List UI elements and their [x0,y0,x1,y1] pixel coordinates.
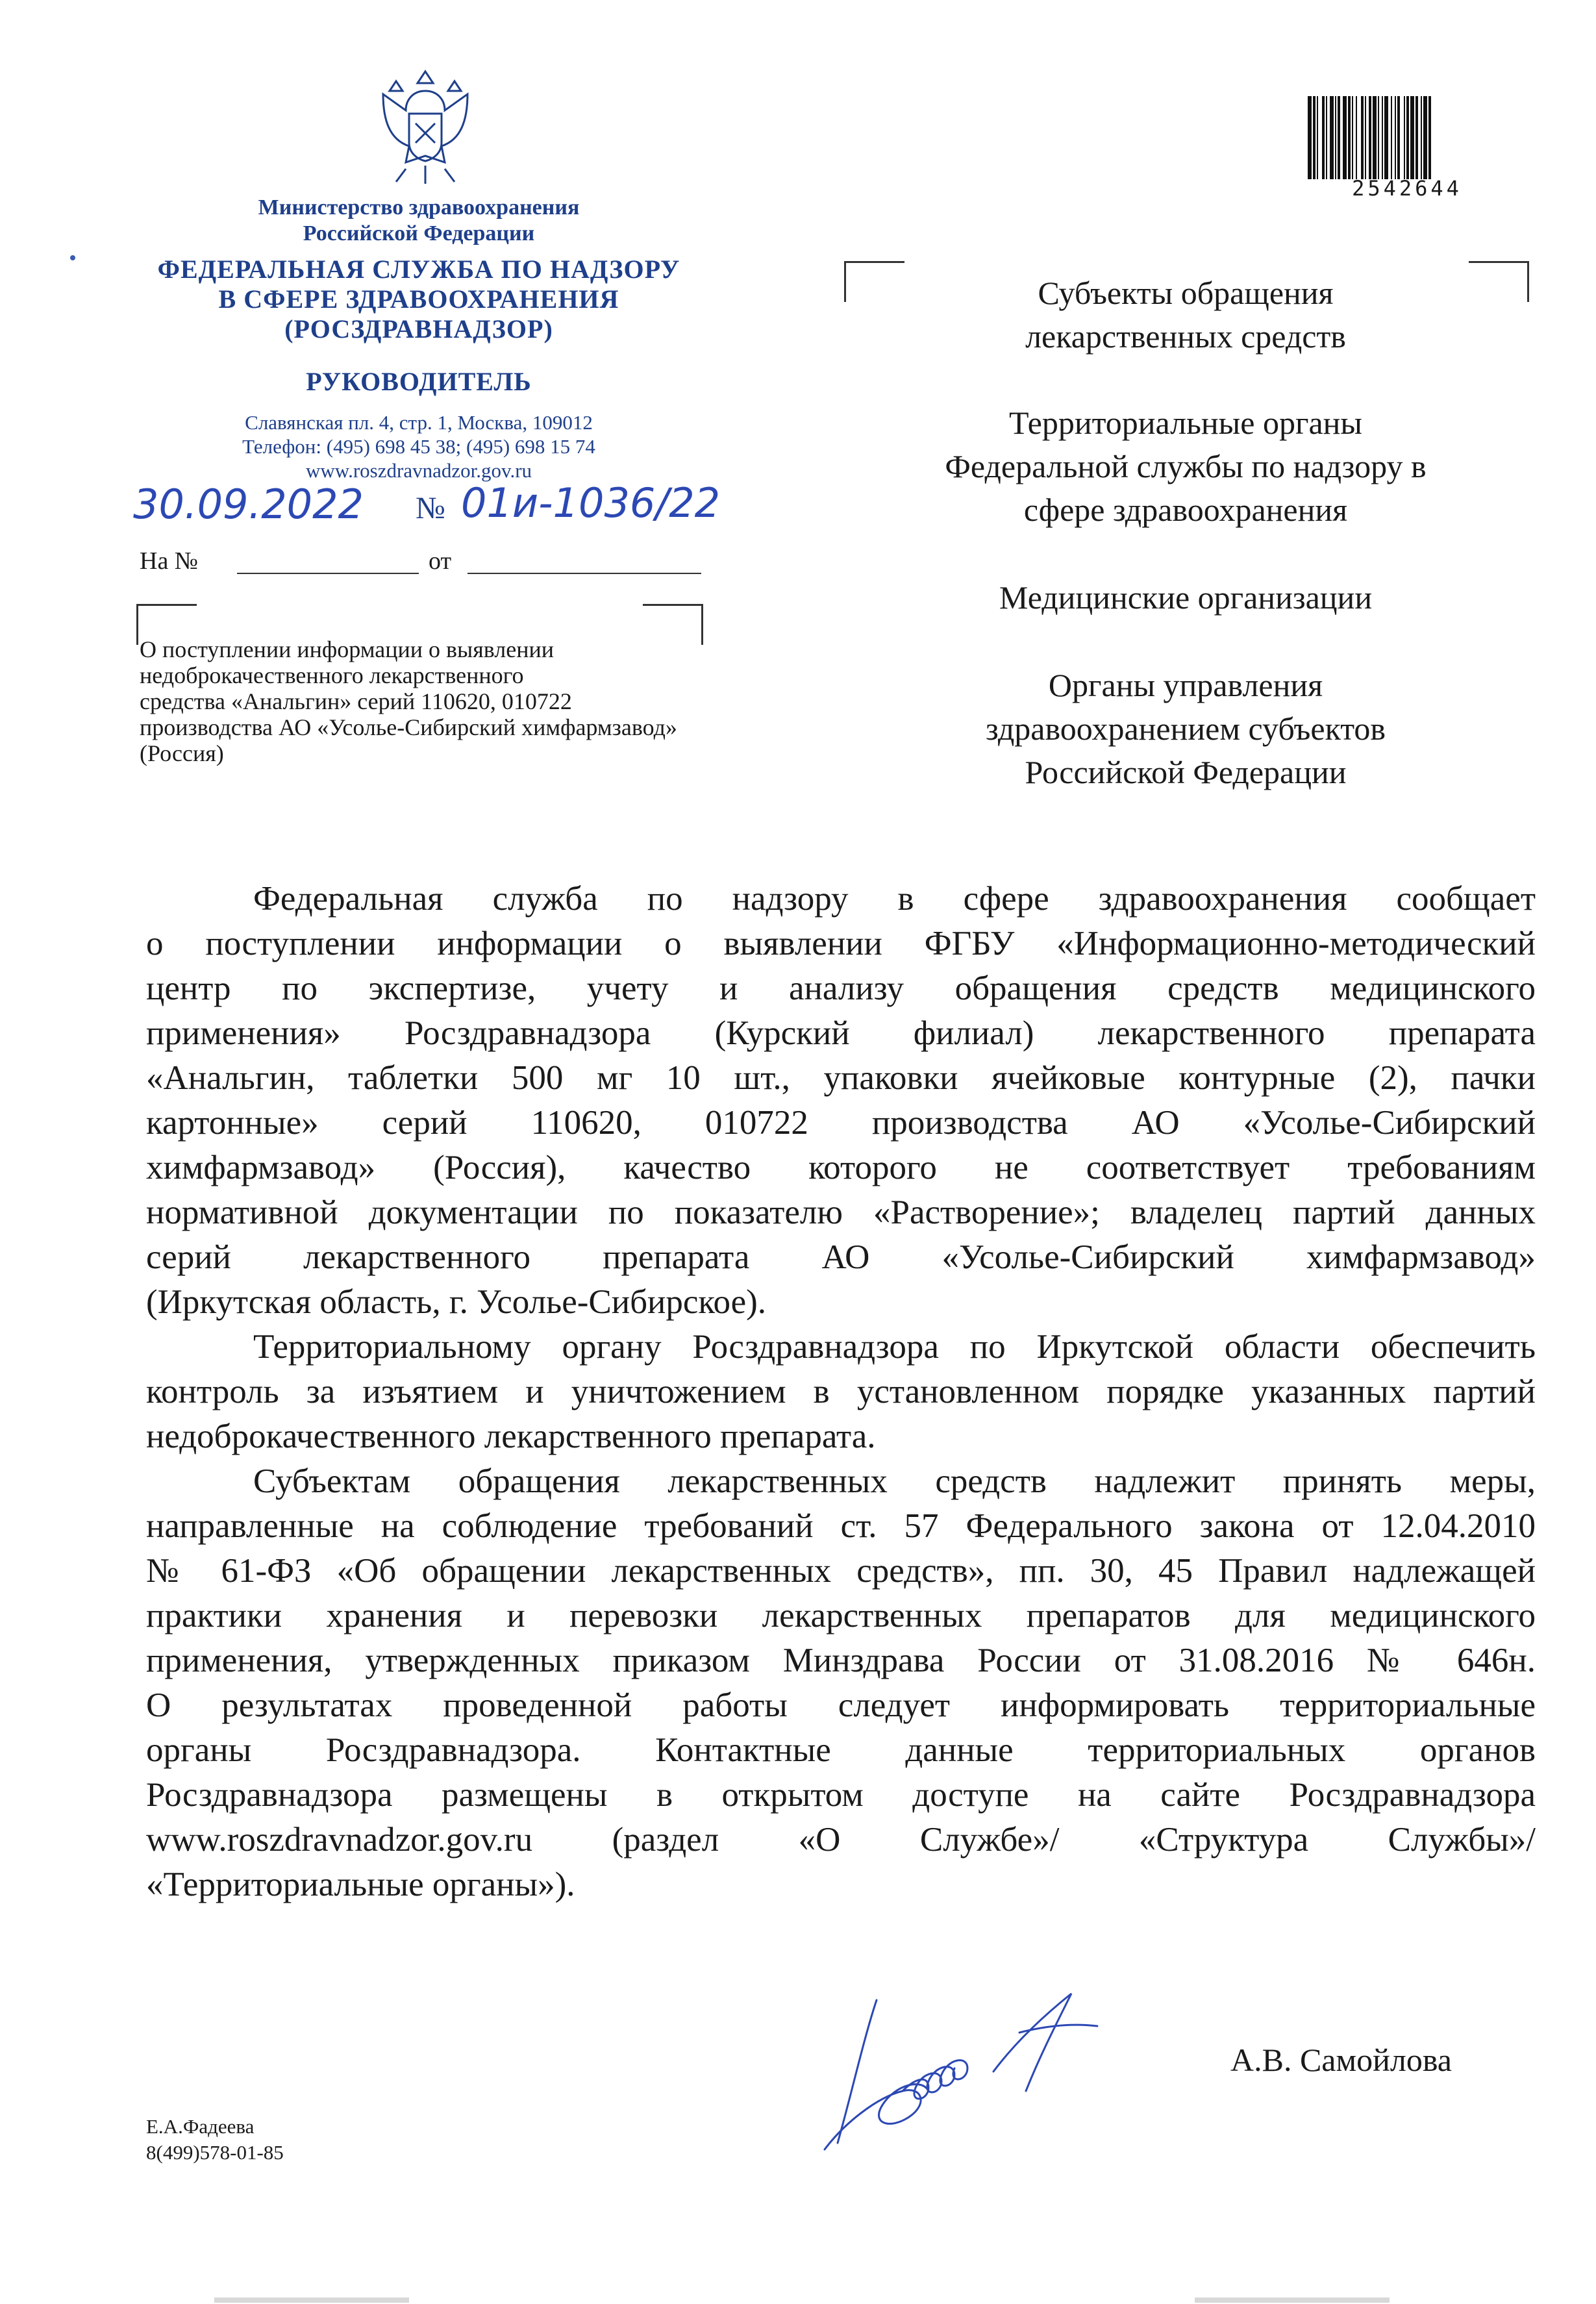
barcode-bar [1361,96,1364,179]
handwritten-reg-number: 01и-1036/22 [461,479,721,527]
body-line: «Территориальные органы»). [146,1866,575,1903]
body-line: Росздравнадзора размещены в открытом доступе на сайте Росздравнадзора [146,1776,1536,1814]
barcode-bar [1317,96,1318,179]
barcode-bar [1338,96,1340,179]
body-line: практики хранения и перевозки лекарственных препаратов для медицинского [146,1597,1536,1634]
service-name-line3: (РОСЗДРАВНАДЗОР) [284,314,553,344]
handwritten-signature [799,1987,1149,2162]
barcode-bar [1391,96,1392,179]
barcode-bar [1423,96,1427,179]
head-title: РУКОВОДИТЕЛЬ [306,367,532,396]
addressee-2-line3: сфере здравоохранения [1023,492,1348,528]
barcode-bar [1322,96,1325,179]
body-line: направленные на соблюдение требований ст. 57 Федерального закона от 12.04.2010 [146,1507,1536,1545]
barcode [1306,96,1508,179]
subject-line5: (Россия) [140,740,224,766]
body-line: О результатах проведенной работы следует информировать территориальные [146,1686,1536,1724]
body-line: контроль за изъятием и уничтожением в установленном порядке указанных партий [146,1373,1536,1410]
addressee-4-line1: Органы управления [1048,667,1323,703]
body-line: Субъектам обращения лекарственных средств надлежит принять меры, [253,1462,1536,1500]
addressee-3-line1: Медицинские организации [999,579,1373,616]
body-line: картонные» серий 110620, 010722 производства АО «Усолье-Сибирский [146,1104,1536,1142]
executor-name: Е.А.Фадеева [146,2115,255,2138]
barcode-bar [1397,96,1400,179]
body-paragraph-2 [146,1325,1536,1459]
barcode-bar [1410,96,1414,179]
body-line: химфармзавод» (Россия), качество которого не соответствует требованиям [146,1149,1536,1186]
service-name-line1: ФЕДЕРАЛЬНАЯ СЛУЖБА ПО НАДЗОРУ [157,255,680,284]
barcode-bar [1406,96,1409,179]
executor-phone: 8(499)578-01-85 [146,2141,284,2164]
ministry-name-line1: Министерство здравоохранения [258,195,580,219]
coat-of-arms-emblem [370,62,480,192]
ref-from-label: от [429,547,452,575]
body-paragraph-3 [146,1459,1536,1907]
body-line: применения, утвержденных приказом Минздрава России от 31.08.2016 № 646н. [146,1642,1536,1679]
ref-number-field[interactable] [237,573,419,574]
barcode-bar [1378,96,1379,179]
letterhead-website: www.roszdravnadzor.gov.ru [305,459,532,482]
barcode-bar [1421,96,1422,179]
scan-mark-right [1195,2298,1390,2303]
subject-line2: недоброкачественного лекарственного [140,662,524,688]
barcode-bar [1348,96,1351,179]
ministry-name-line2: Российской Федерации [303,221,535,245]
body-line: «Анальгин, таблетки 500 мг 10 шт., упаковки ячейковые контурные (2), пачки [146,1059,1536,1097]
body-line: нормативной документации по показателю «Растворение»; владелец партий данных [146,1194,1536,1231]
number-sign: № [416,491,445,525]
subject-line4: производства АО «Усолье-Сибирский химфармзавод» [140,714,677,740]
barcode-bar [1343,96,1347,179]
ref-number-label: На № [140,547,199,575]
subject-line3: средства «Анальгин» серий 110620, 010722 [140,688,572,714]
barcode-bar [1415,96,1418,179]
body-line: органы Росздравнадзора. Контактные данные территориальных органов [146,1731,1536,1769]
addressee-4-line3: Российской Федерации [1025,754,1347,790]
dot-mark [70,255,75,260]
letterhead-address: Славянская пл. 4, стр. 1, Москва, 109012 [245,411,593,434]
barcode-bar [1326,96,1327,179]
body-line: применения» Росздравнадзора (Курский филиал) лекарственного препарата [146,1014,1536,1052]
barcode-bar [1313,96,1315,179]
barcode-bar [1404,96,1405,179]
subject-line1: О поступлении информации о выявлении [140,636,555,662]
body-line: Территориальному органу Росздравнадзора по Иркутской области обеспечить [253,1328,1536,1366]
barcode-number: 2542644 [1352,176,1462,201]
barcode-bar [1335,96,1336,179]
barcode-bar [1395,96,1396,179]
body-line: www.roszdravnadzor.gov.ru (раздел «О Службе»/ «Структура Службы»/ [146,1821,1536,1859]
body-line: Федеральная служба по надзору в сфере здравоохранения сообщает [253,880,1536,918]
addressee-2-line1: Территориальные органы [1008,405,1363,441]
barcode-bar [1382,96,1383,179]
addressee-1-line2: лекарственных средств [1025,318,1346,355]
body-line: № 61-ФЗ «Об обращении лекарственных средств», пп. 30, 45 Правил надлежащей [146,1552,1536,1590]
handwritten-date: 30.09.2022 [133,481,364,528]
body-line: недоброкачественного лекарственного препарата. [146,1418,876,1455]
barcode-bar [1384,96,1388,179]
addressee-1-line1: Субъекты обращения [1038,275,1334,311]
signatory-name: А.В. Самойлова [1230,2042,1452,2078]
body-line: центр по экспертизе, учету и анализу обращения средств медицинского [146,970,1536,1007]
service-name-line2: В СФЕРЕ ЗДРАВООХРАНЕНИЯ [218,284,619,314]
barcode-bar [1373,96,1377,179]
barcode-bar [1365,96,1366,179]
barcode-bar [1352,96,1353,179]
barcode-bar [1428,96,1431,179]
body-line: (Иркутская область, г. Усолье-Сибирское). [146,1283,767,1321]
letterhead-phone: Телефон: (495) 698 45 38; (495) 698 15 74 [242,435,595,458]
body-paragraph-1 [146,877,1536,1325]
body-line: серий лекарственного препарата АО «Усолье-Сибирский химфармзавод» [146,1238,1536,1276]
addressee-2-line2: Федеральной службы по надзору в [945,448,1427,484]
barcode-bar [1308,96,1312,179]
addressee-4-line2: здравоохранением субъектов [985,710,1386,747]
barcode-bar [1330,96,1334,179]
body-line: о поступлении информации о выявлении ФГБУ «Информационно-методический [146,925,1536,962]
barcode-bar [1369,96,1371,179]
scan-mark-left [214,2298,409,2303]
ref-date-field[interactable] [468,573,701,574]
barcode-bar [1356,96,1357,179]
